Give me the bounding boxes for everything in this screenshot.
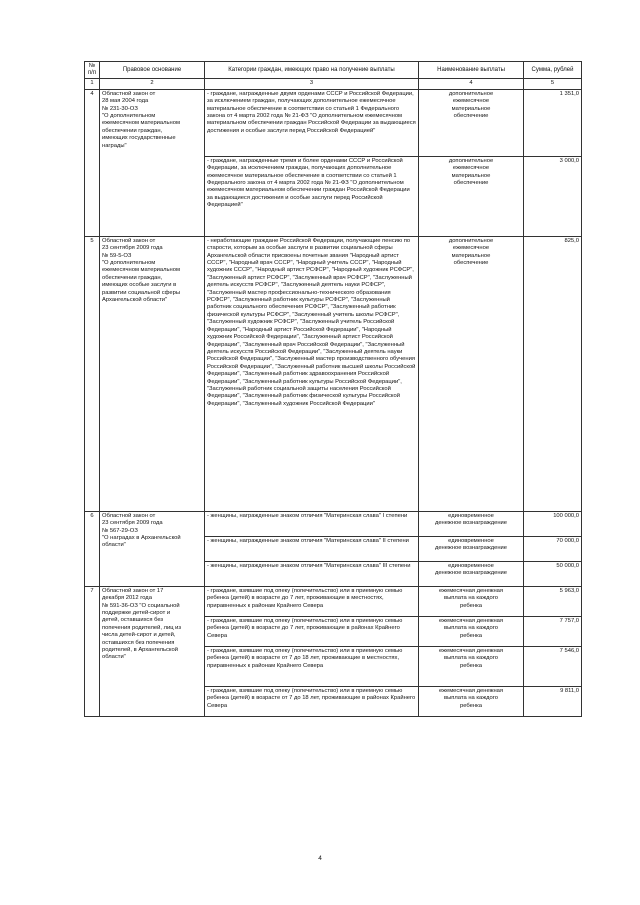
payment-name-cell: дополнительное ежемесячное материальное обеспечение [419, 236, 524, 511]
sum-cell: 5 963,0 [524, 586, 582, 616]
payments-table [84, 61, 582, 717]
payment-name-cell: единовременное денежное вознаграждение [419, 511, 524, 536]
row-number: 7 [85, 586, 100, 716]
category-cell: - граждане, взявшие под опеку (попечительство) или в приемную семью ребенка (детей) в возрасте до 7 лет, проживающие в районах Крайнего Севера [205, 616, 419, 646]
legal-basis-cell: Областной закон от 17 декабря 2012 года № 591-36-ОЗ "О социальной поддержке детей-сирот и детей, оставшихся без попечения родителей, лиц из числа детей-сирот и детей, оставшихся без попечения родителей, в Архангельской области" [100, 586, 205, 716]
table-row [85, 511, 582, 536]
header-legal-basis: Правовое основание [100, 62, 205, 79]
sum-cell: 1 351,0 [524, 89, 582, 156]
row-number: 4 [85, 89, 100, 236]
payment-name-cell: дополнительное ежемесячное материальное обеспечение [419, 89, 524, 156]
column-number: 5 [524, 79, 582, 89]
legal-basis-cell: Областной закон от 28 мая 2004 года № 231-30-ОЗ "О дополнительном ежемесячном материальном обеспечении граждан, имеющих государственные награды" [100, 89, 205, 236]
category-cell: - женщины, награжденные знаком отличия "Материнская слава" I степени [205, 511, 419, 536]
page-number: 4 [318, 855, 322, 862]
row-number: 5 [85, 236, 100, 511]
category-cell: - граждане, взявшие под опеку (попечительство) или в приемную семью ребенка (детей) в возрасте от 7 до 18 лет, проживающие в районах Крайнего Севера [205, 686, 419, 716]
sum-cell: 3 000,0 [524, 156, 582, 236]
payment-name-cell: ежемесячная денежная выплата на каждого ребенка [419, 586, 524, 616]
sum-cell: 825,0 [524, 236, 582, 511]
payment-name-cell: дополнительное ежемесячное материальное обеспечение [419, 156, 524, 236]
category-cell: - граждане, взявшие под опеку (попечительство) или в приемную семью ребенка (детей) в возрасте до 7 лет, проживающие в местностях, приравненных к районам Крайнего Севера [205, 586, 419, 616]
column-number: 4 [419, 79, 524, 89]
header-payment-name: Наименование выплаты [419, 62, 524, 79]
column-number-row [85, 79, 582, 89]
column-number: 2 [100, 79, 205, 89]
category-cell: - граждане, награжденные двумя орденами СССР и Российской Федерации, за исключением граждан, получающих дополнительное ежемесячное материальное обеспечение в соответствии со статьей 1 Федерального закона от 4 марта 2002 года № 21-ФЗ "О дополнительном ежемесячном материальном обеспечении граждан Российской Федерации за выдающиеся достижения и особые заслуги перед Российской Федерацией" [205, 89, 419, 156]
category-cell: - граждане, взявшие под опеку (попечительство) или в приемную семью ребенка (детей) в возрасте от 7 до 18 лет, проживающие в местностях, приравненных к районам Крайнего Севера [205, 646, 419, 686]
column-number: 3 [205, 79, 419, 89]
column-number: 1 [85, 79, 100, 89]
header-category: Категории граждан, имеющих право на получение выплаты [205, 62, 419, 79]
payment-name-cell: ежемесячная денежная выплата на каждого ребенка [419, 686, 524, 716]
payment-name-cell: ежемесячная денежная выплата на каждого ребенка [419, 646, 524, 686]
sum-cell: 7 546,0 [524, 646, 582, 686]
category-cell: - неработающие граждане Российской Федерации, получающие пенсию по старости, которым за особые заслуги в развитии социальной сферы Архангельской области присвоены почетные звания "Народный артист СССР", "Народный врач СССР", "Народный учитель СССР", "Народный художник СССР", "Народный артист РСФСР", "Народный художник РСФСР", "Заслуженный артист РСФСР", "Заслуженный врач РСФСР", "Заслуженный деятель искусств РСФСР", "Заслуженный деятель науки РСФСР", "Заслуженный мастер профессионально-технического образования РСФСР", "Заслуженный работник культуры РСФСР", "Заслуженный работник социального обеспечения РСФСР", "Заслуженный работник физической культуры РСФСР", "Заслуженный учитель школы РСФСР", "Заслуженный художник РСФСР", "Заслуженный учитель Российской Федерации", "Народный артист Российской Федерации", "Народный художник Российской Федерации", "Заслуженный артист Российской Федерации", "Заслуженный врач Российской Федерации", "Заслуженный деятель искусств Российской Федерации", "Заслуженный деятель науки Российской Федерации", "Заслуженный мастер производственного обучения Российской Федерации", "Заслуженный работник высшей школы Российской Федерации", "Заслуженный работник здравоохранения Российской Федерации", "Заслуженный работник культуры Российской Федерации", "Заслуженный работник социальной защиты населения Российской Федерации", "Заслуженный работник физической культуры Российской Федерации", "Заслуженный художник Российской Федерации" [205, 236, 419, 511]
sum-cell: 7 757,0 [524, 616, 582, 646]
sum-cell: 50 000,0 [524, 561, 582, 586]
payment-name-cell: единовременное денежное вознаграждение [419, 536, 524, 561]
table-row [85, 236, 582, 511]
sum-cell: 70 000,0 [524, 536, 582, 561]
sum-cell: 9 811,0 [524, 686, 582, 716]
payment-name-cell: единовременное денежное вознаграждение [419, 561, 524, 586]
table-row [85, 586, 582, 616]
table-row [85, 89, 582, 156]
legal-basis-cell: Областной закон от 23 сентября 2009 года № 567-29-ОЗ "О наградах в Архангельской области" [100, 511, 205, 586]
category-cell: - граждане, награжденные тремя и более орденами СССР и Российской Федерации, за исключением граждан, получающих дополнительное ежемесячное материальное обеспечение в соответствии со статьей 1 Федерального закона от 4 марта 2002 года № 21-ФЗ "О дополнительном ежемесячном материальном обеспечении граждан Российской Федерации за выдающиеся достижения и особые заслуги перед Российской Федерацией" [205, 156, 419, 236]
payment-name-cell: ежемесячная денежная выплата на каждого ребенка [419, 616, 524, 646]
header-sum: Сумма, рублей [524, 62, 582, 79]
sum-cell: 100 000,0 [524, 511, 582, 536]
header-num: № п/п [85, 62, 100, 79]
category-cell: - женщины, награжденные знаком отличия "Материнская слава" III степени [205, 561, 419, 586]
table-header-row [85, 62, 582, 79]
legal-basis-cell: Областной закон от 23 сентября 2009 года № 59-5-ОЗ "О дополнительном ежемесячном материальном обеспечении граждан, имеющих особые заслуги в развитии социальной сферы Архангельской области" [100, 236, 205, 511]
row-number: 6 [85, 511, 100, 586]
category-cell: - женщины, награжденные знаком отличия "Материнская слава" II степени [205, 536, 419, 561]
